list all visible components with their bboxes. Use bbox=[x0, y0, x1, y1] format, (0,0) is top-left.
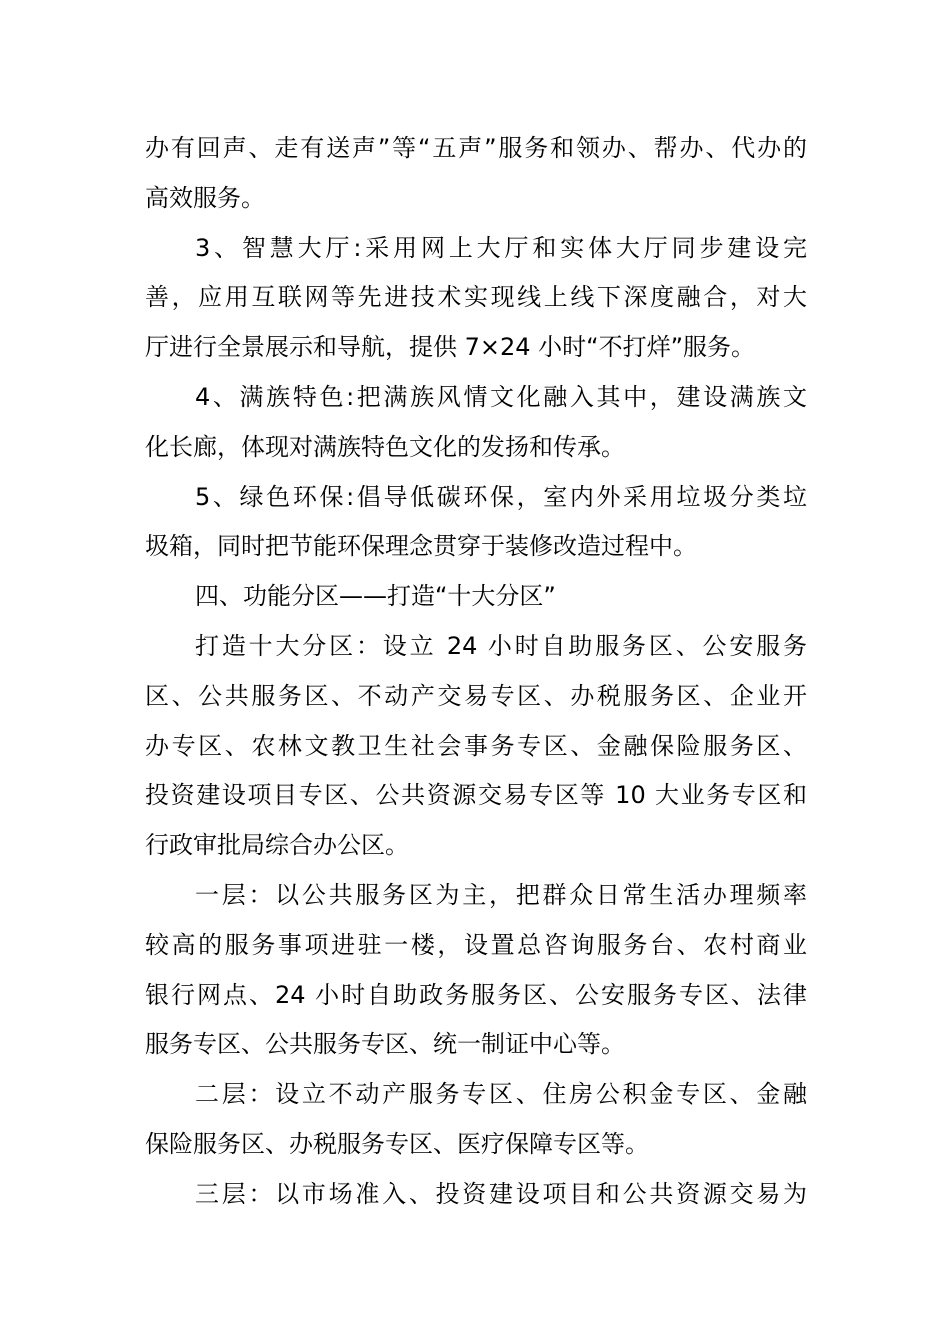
section-3-heading-line: 3、智慧大厅:采用网上大厅和实体大厅同步建设完 bbox=[195, 233, 807, 262]
section-heading: 四、功能分区——打造“十大分区” bbox=[195, 582, 556, 611]
text-line: 厅进行全景展示和导航，提供 7×24 小时“不打烊”服务。 bbox=[145, 333, 756, 362]
section-4-heading-line: 4、满族特色:把满族风情文化融入其中，建设满族文 bbox=[195, 382, 807, 411]
text-line: 银行网点、24 小时自助政务服务区、公安服务专区、法律 bbox=[145, 980, 807, 1009]
paragraph-start-line: 打造十大分区：设立 24 小时自助服务区、公安服务 bbox=[195, 631, 807, 660]
document-body bbox=[145, 124, 807, 1220]
text-line: 行政审批局综合办公区。 bbox=[145, 831, 409, 860]
floor-2-line: 二层：设立不动产服务专区、住房公积金专区、金融 bbox=[195, 1080, 807, 1109]
text-line: 投资建设项目专区、公共资源交易专区等 10 大业务专区和 bbox=[145, 781, 807, 810]
text-line: 较高的服务事项进驻一楼，设置总咨询服务台、农村商业 bbox=[145, 930, 807, 959]
section-5-heading-line: 5、绿色环保:倡导低碳环保，室内外采用垃圾分类垃 bbox=[195, 482, 807, 511]
floor-3-line: 三层：以市场准入、投资建设项目和公共资源交易为 bbox=[195, 1179, 807, 1208]
text-line: 圾箱，同时把节能环保理念贯穿于装修改造过程中。 bbox=[145, 532, 697, 561]
text-line: 区、公共服务区、不动产交易专区、办税服务区、企业开 bbox=[145, 681, 807, 710]
text-line: 高效服务。 bbox=[145, 183, 265, 212]
text-line: 服务专区、公共服务专区、统一制证中心等。 bbox=[145, 1030, 625, 1059]
text-line: 化长廊，体现对满族特色文化的发扬和传承。 bbox=[145, 432, 625, 461]
floor-1-line: 一层：以公共服务区为主，把群众日常生活办理频率 bbox=[195, 880, 807, 909]
text-line: 善，应用互联网等先进技术实现线上线下深度融合，对大 bbox=[145, 283, 807, 312]
text-line: 办专区、农林文教卫生社会事务专区、金融保险服务区、 bbox=[145, 731, 807, 760]
text-line: 办有回声、走有送声”等“五声”服务和领办、帮办、代办的 bbox=[145, 134, 807, 162]
text-line: 保险服务区、办税服务专区、医疗保障专区等。 bbox=[145, 1129, 649, 1158]
